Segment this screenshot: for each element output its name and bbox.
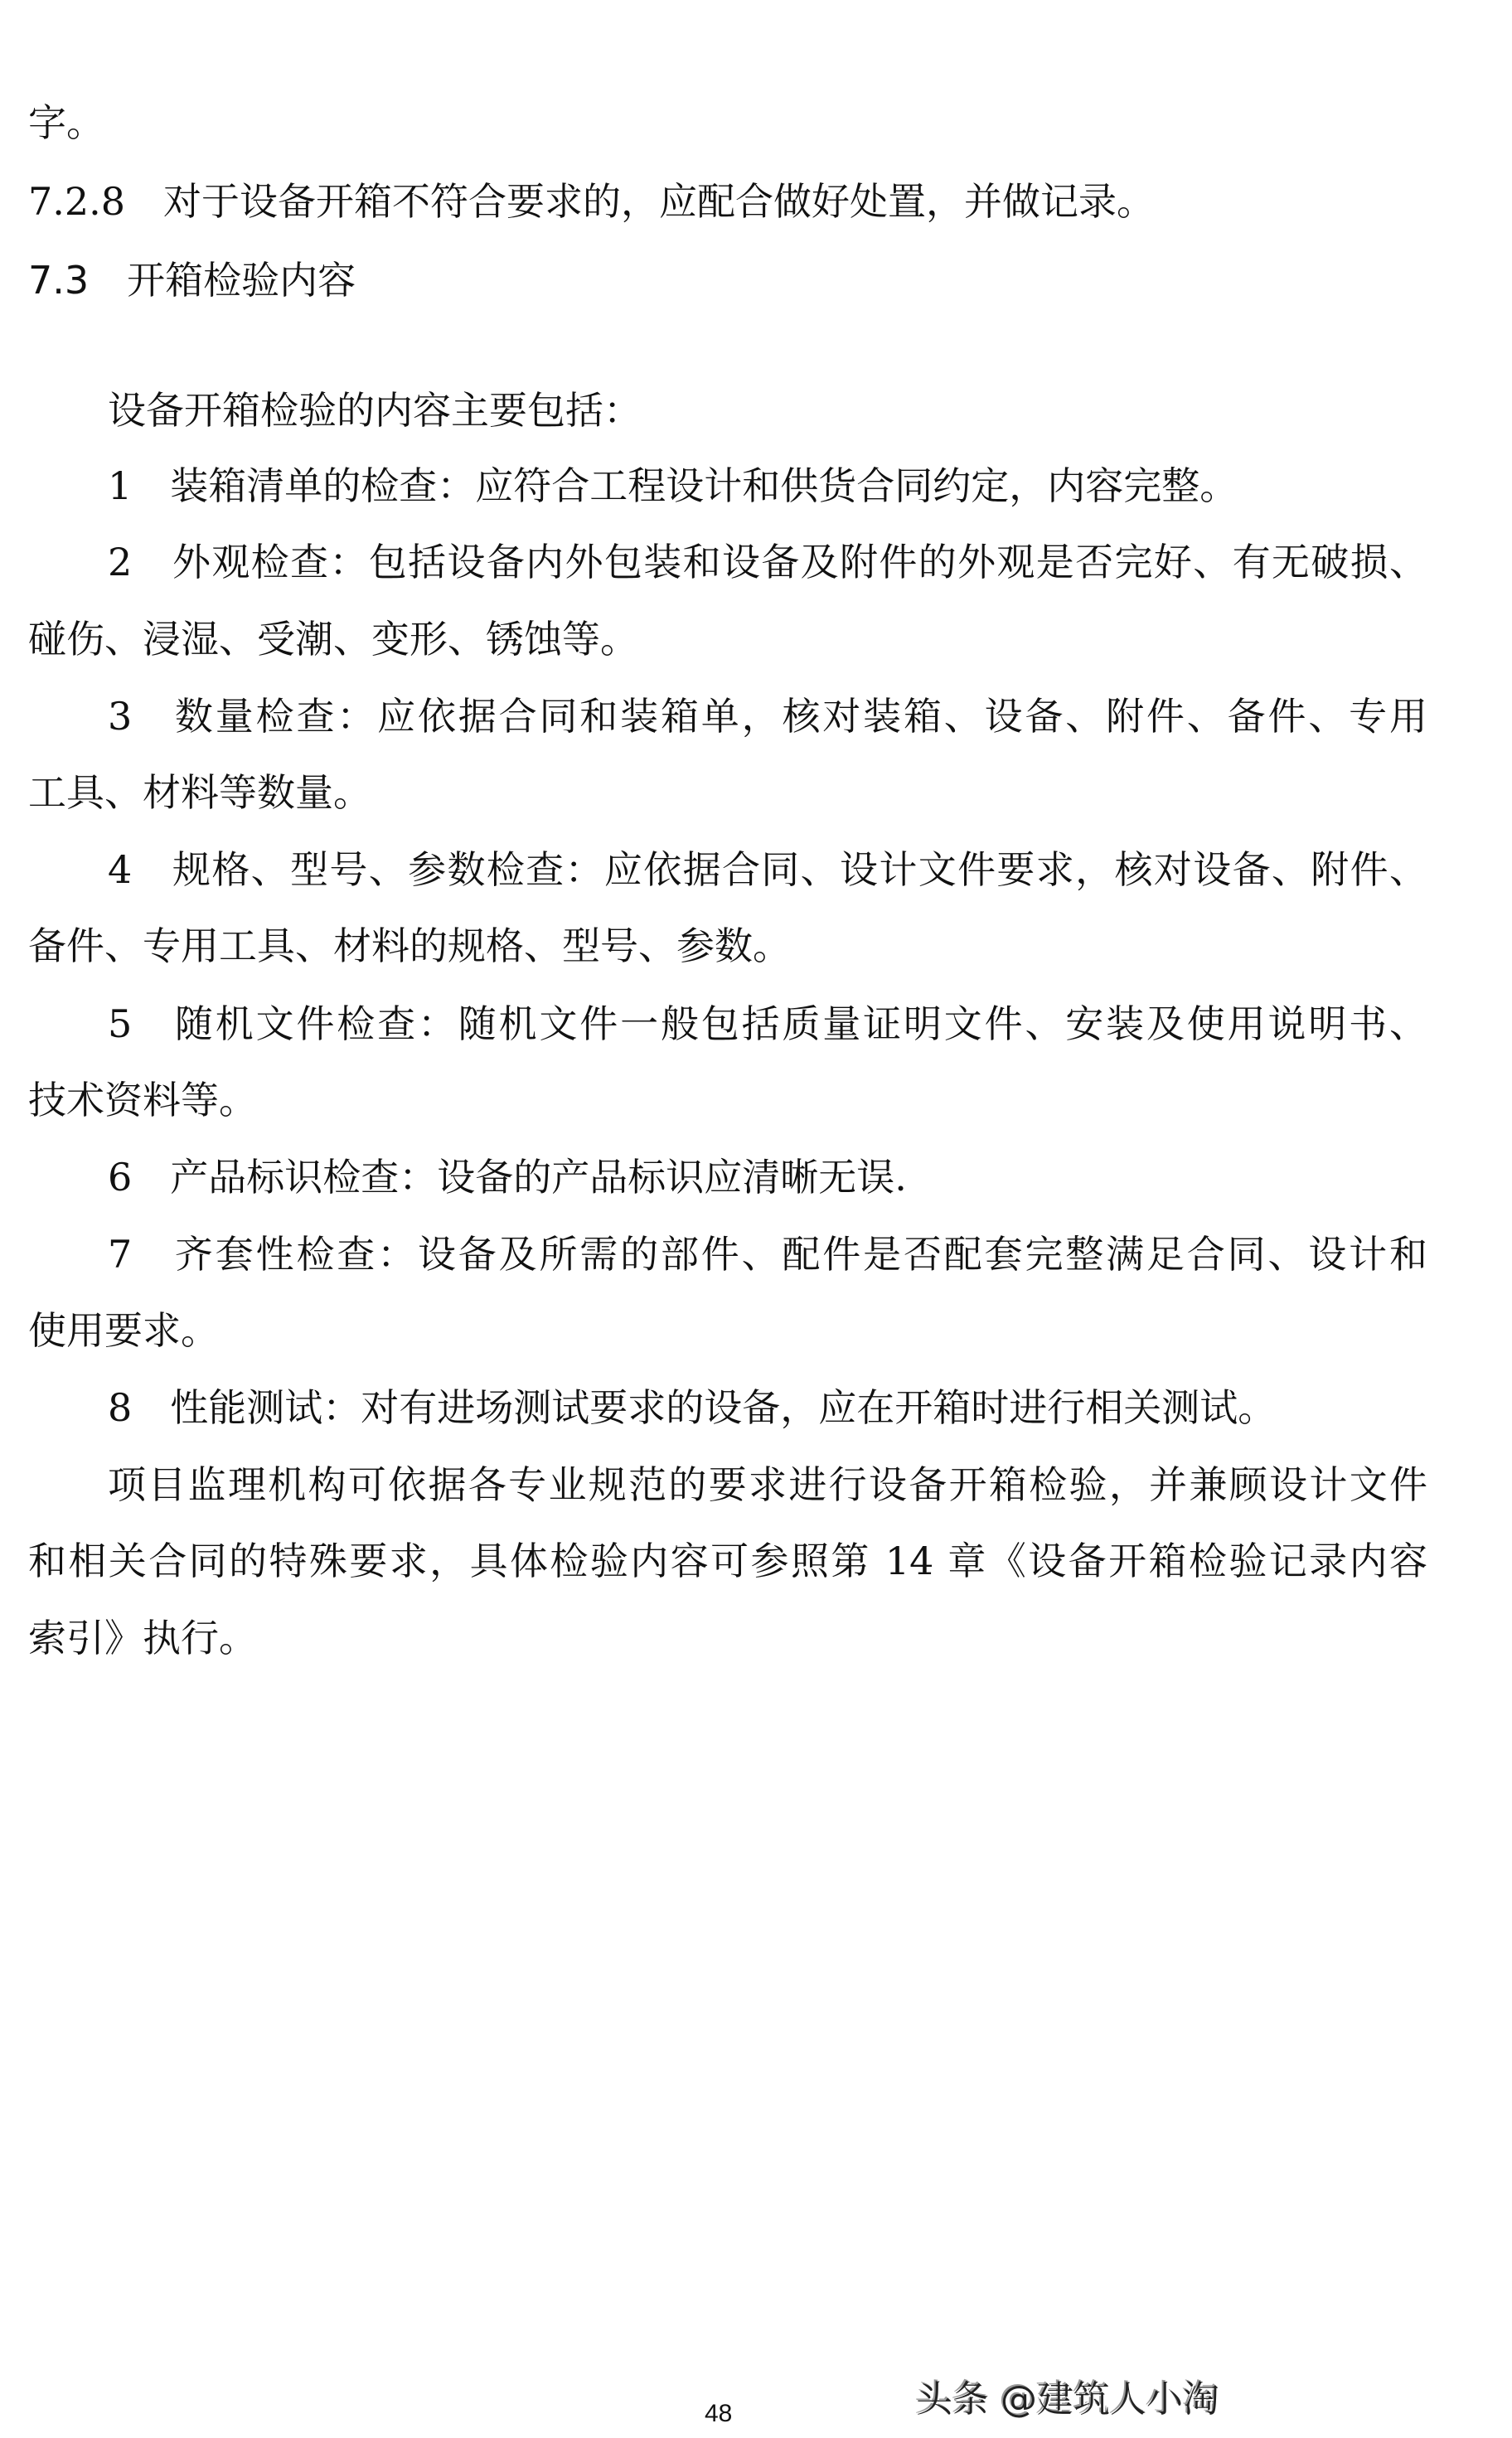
intro-paragraph: 设备开箱检验的内容主要包括： [108, 388, 642, 433]
item-3: 3 数量检查：应依据合同和装箱单，核对装箱、设备、附件、备件、专用 [108, 694, 1427, 739]
closing-paragraph-end: 索引》执行。 [28, 1616, 257, 1660]
closing-paragraph-cont: 和相关合同的特殊要求，具体检验内容可参照第 14 章《设备开箱检验记录内容 [28, 1539, 1427, 1583]
clause-7-2-8: 7.2.8 对于设备开箱不符合要求的，应配合做好处置，并做记录。 [28, 179, 1156, 224]
closing-paragraph: 项目监理机构可依据各专业规范的要求进行设备开箱检验，并兼顾设计文件 [108, 1462, 1427, 1507]
item-4-cont: 备件、专用工具、材料的规格、型号、参数。 [28, 923, 791, 968]
section-heading-7-3: 7.3 开箱检验内容 [28, 258, 356, 303]
item-5-cont: 技术资料等。 [28, 1078, 257, 1122]
item-7: 7 齐套性检查：设备及所需的部件、配件是否配套完整满足合同、设计和 [108, 1232, 1427, 1277]
item-5: 5 随机文件检查：随机文件一般包括质量证明文件、安装及使用说明书、 [108, 1001, 1427, 1046]
item-7-cont: 使用要求。 [28, 1308, 219, 1353]
item-4: 4 规格、型号、参数检查：应依据合同、设计文件要求，核对设备、附件、 [108, 847, 1427, 892]
item-1: 1 装箱清单的检查：应符合工程设计和供货合同约定，内容完整。 [108, 463, 1238, 508]
item-8: 8 性能测试：对有进场测试要求的设备，应在开箱时进行相关测试。 [108, 1385, 1277, 1430]
item-6: 6 产品标识检查：设备的产品标识应清晰无误. [108, 1155, 907, 1200]
text-line: 字。 [28, 100, 104, 145]
item-2: 2 外观检查：包括设备内外包装和设备及附件的外观是否完好、有无破损、 [108, 540, 1427, 584]
item-2-cont: 碰伤、浸湿、受潮、变形、锈蚀等。 [28, 617, 638, 662]
watermark: 头条 @建筑人小淘 [916, 2378, 1219, 2421]
item-3-cont: 工具、材料等数量。 [28, 770, 371, 815]
page-number: 48 [705, 2400, 733, 2427]
